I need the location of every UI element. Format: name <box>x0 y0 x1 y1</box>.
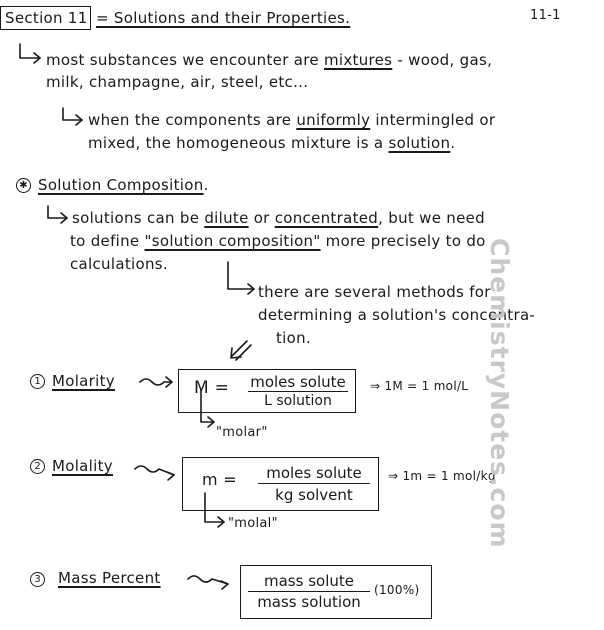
sub-period: . <box>450 134 456 152</box>
number-3-icon: 3 <box>30 572 45 587</box>
mass-percent-denominator: mass solution <box>257 593 361 611</box>
mass-percent-label: Mass Percent <box>58 569 161 587</box>
asterisk-bullet-icon: ✱ <box>16 178 31 193</box>
mass-percent-numerator: mass solute <box>264 572 354 590</box>
page-number: 11-1 <box>530 8 561 23</box>
double-arrow-down <box>232 341 247 356</box>
number-2-icon: 2 <box>30 459 45 474</box>
sub-text-c: mixed, the homogeneous mixture is a <box>88 134 384 152</box>
squiggle-arrow-molarity <box>140 379 172 385</box>
composition-line-1 <box>72 209 485 227</box>
comp-text-a: solutions can be <box>72 209 200 227</box>
molarity-numerator: moles solute <box>250 373 346 391</box>
keyword-solution: solution <box>388 134 451 152</box>
keyword-solution-composition: "solution composition" <box>144 232 321 250</box>
keyword-uniformly: uniformly <box>296 111 371 129</box>
molarity-unit: ⇒ 1M = 1 mol/L <box>370 379 469 393</box>
intro-tail: - wood, gas, <box>397 51 493 69</box>
molality-fraction-bar <box>258 483 370 484</box>
methods-line-3: tion. <box>276 329 312 347</box>
molality-label: Molality <box>52 457 113 475</box>
molality-denominator: kg solvent <box>275 486 353 504</box>
composition-line-3: calculations. <box>70 255 168 273</box>
keyword-dilute: dilute <box>204 209 249 227</box>
molality-numerator: moles solute <box>266 464 362 482</box>
comp-text-b: , but we need <box>378 209 485 227</box>
mass-percent-factor: (100%) <box>374 583 420 597</box>
molarity-label: Molarity <box>52 372 115 390</box>
intro-line-1 <box>46 51 492 69</box>
keyword-concentrated: concentrated <box>274 209 379 227</box>
intro-text: most substances we encounter are <box>46 51 319 69</box>
molality-symbol: m = <box>202 470 237 489</box>
heading-period: . <box>203 176 209 194</box>
composition-line-2 <box>70 232 486 250</box>
squiggle-arrow-mass-percent <box>188 576 228 584</box>
molar-nickname: "molar" <box>216 425 268 440</box>
intro-line-2: milk, champagne, air, steel, etc... <box>46 73 309 91</box>
molal-nickname: "molal" <box>228 516 278 531</box>
comp-text-c: to define <box>70 232 140 250</box>
number-1-icon: 1 <box>30 374 45 389</box>
composition-heading <box>38 176 209 194</box>
section-label: Section 11 <box>5 9 88 27</box>
sub-text-a: when the components are <box>88 111 292 129</box>
composition-heading-text: Solution Composition <box>38 176 204 194</box>
comp-text-or: or <box>253 209 270 227</box>
keyword-mixtures: mixtures <box>323 51 393 69</box>
watermark: ChemistryNotes.com <box>485 238 514 549</box>
page-title: = Solutions and their Properties. <box>96 9 351 27</box>
methods-line-2: determining a solution's concentra- <box>258 306 536 324</box>
molarity-fraction-bar <box>248 391 348 392</box>
squiggle-arrow-molality <box>135 466 174 475</box>
molarity-denominator: L solution <box>264 393 332 409</box>
molality-unit: ⇒ 1m = 1 mol/kg <box>388 469 496 483</box>
intro-sub-line-1 <box>88 111 495 129</box>
mass-percent-fraction-bar <box>248 591 370 592</box>
molarity-symbol: M = <box>194 378 230 398</box>
comp-text-d: more precisely to do <box>325 232 486 250</box>
sub-text-b: intermingled or <box>375 111 496 129</box>
intro-sub-line-2 <box>88 134 455 152</box>
methods-line-1: there are several methods for <box>258 283 491 301</box>
